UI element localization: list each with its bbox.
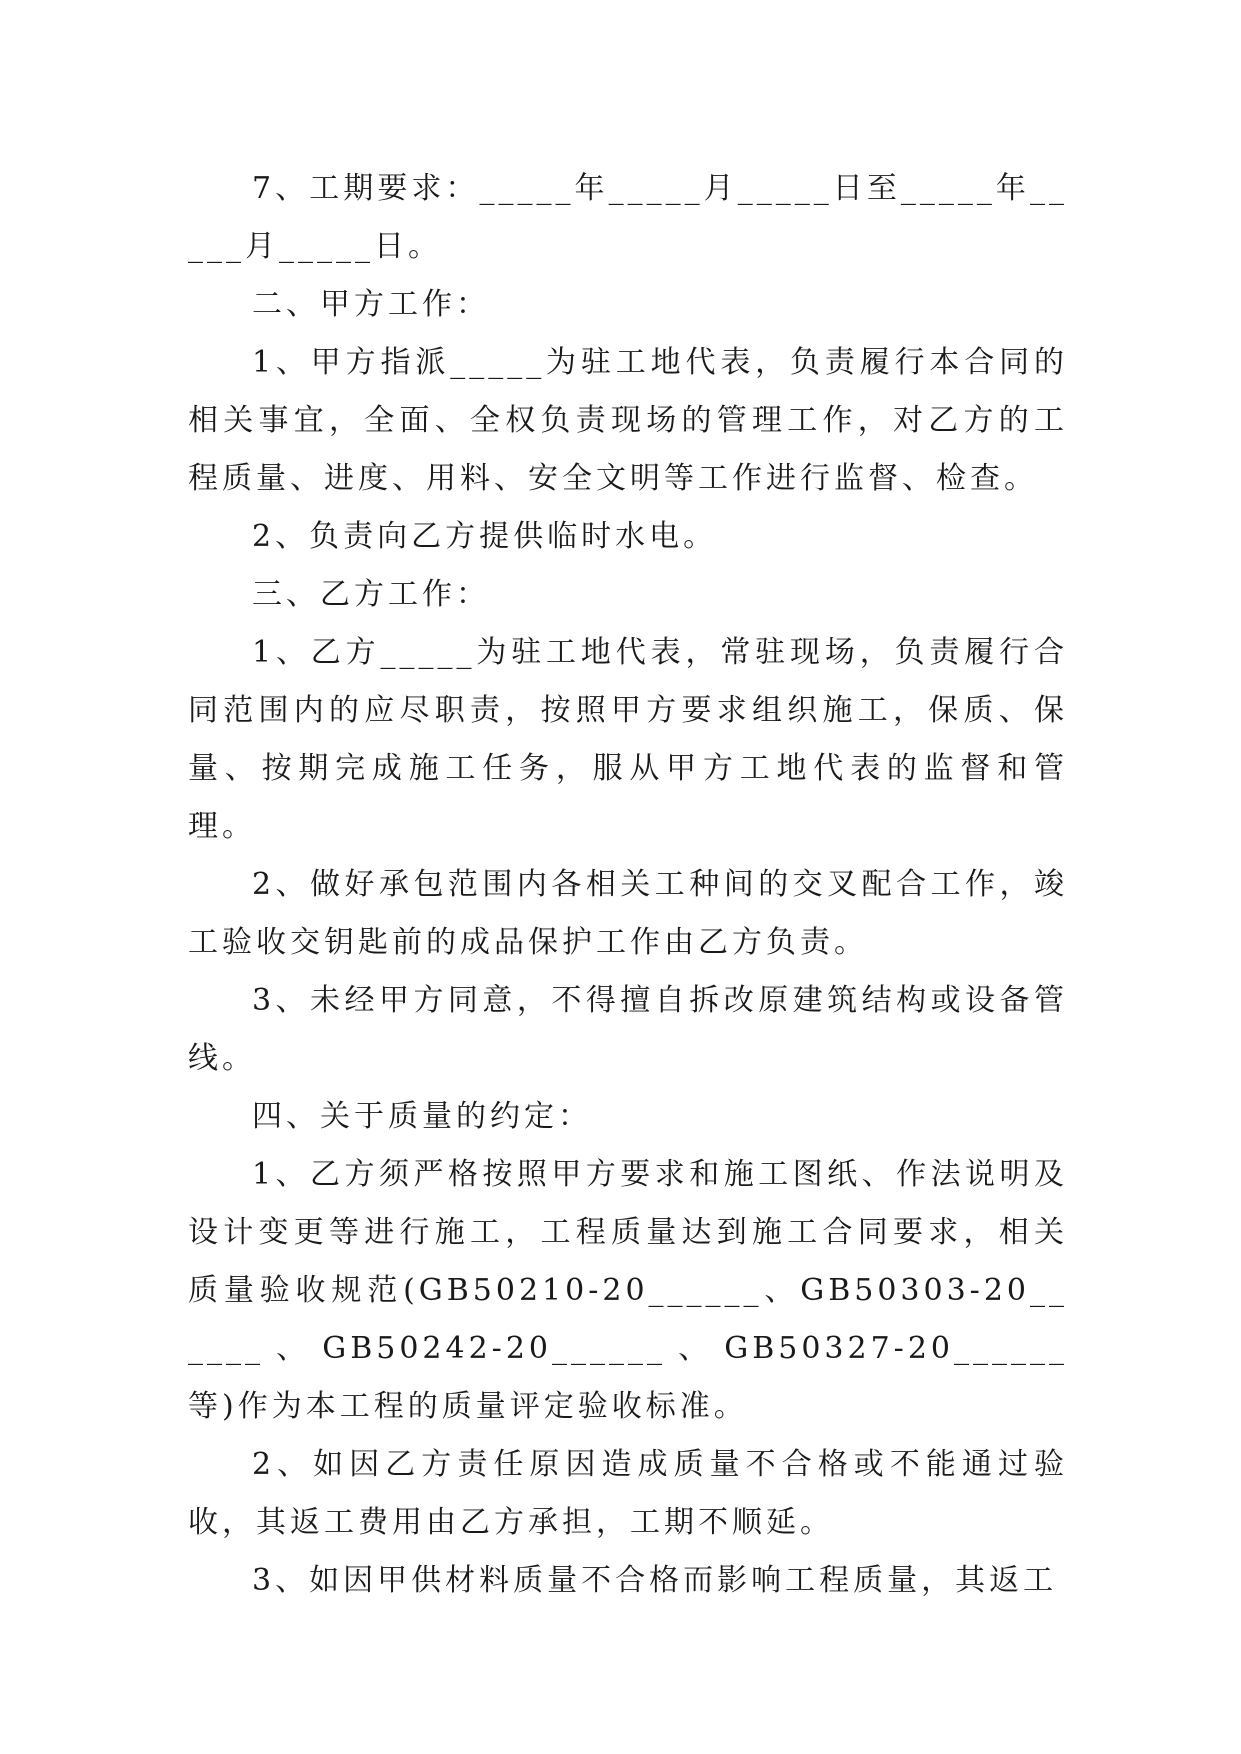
paragraph-party-a-1: 1、甲方指派_____为驻工地代表，负责履行本合同的相关事宜，全面、全权负责现场的管理工作，对乙方的工程质量、进度、用料、安全文明等工作进行监督、检查。 [188, 345, 1068, 496]
document-body [188, 160, 1068, 1610]
paragraph-party-b-3: 3、未经甲方同意，不得擅自拆改原建筑结构或设备管线。 [188, 983, 1068, 1076]
paragraph-quality-2: 2、如因乙方责任原因造成质量不合格或不能通过验收，其返工费用由乙方承担，工期不顺延。 [188, 1447, 1068, 1540]
paragraph-quality-1: 1、乙方须严格按照甲方要求和施工图纸、作法说明及设计变更等进行施工，工程质量达到施工合同要求，相关质量验收规范(GB50210-20______、GB50303-20______、GB50242-20______、GB50327-20______等)作为本工程的质量评定验收标准。 [188, 1157, 1068, 1424]
paragraph-party-b-1: 1、乙方_____为驻工地代表，常驻现场，负责履行合同范围内的应尽职责，按照甲方要求组织施工，保质、保量、按期完成施工任务，服从甲方工地代表的监督和管理。 [188, 635, 1068, 844]
paragraph-quality-3: 3、如因甲供材料质量不合格而影响工程质量，其返工 [252, 1563, 1058, 1598]
paragraph-duration: 7、工期要求：_____年_____月_____日至_____年_____月_____日。 [188, 171, 1068, 264]
heading-party-a-work: 二、甲方工作： [252, 287, 490, 322]
heading-party-b-work: 三、乙方工作： [252, 577, 490, 612]
heading-quality: 四、关于质量的约定： [252, 1099, 592, 1134]
paragraph-party-b-2: 2、做好承包范围内各相关工种间的交叉配合工作，竣工验收交钥匙前的成品保护工作由乙方负责。 [188, 867, 1068, 960]
paragraph-party-a-2: 2、负责向乙方提供临时水电。 [252, 519, 718, 554]
